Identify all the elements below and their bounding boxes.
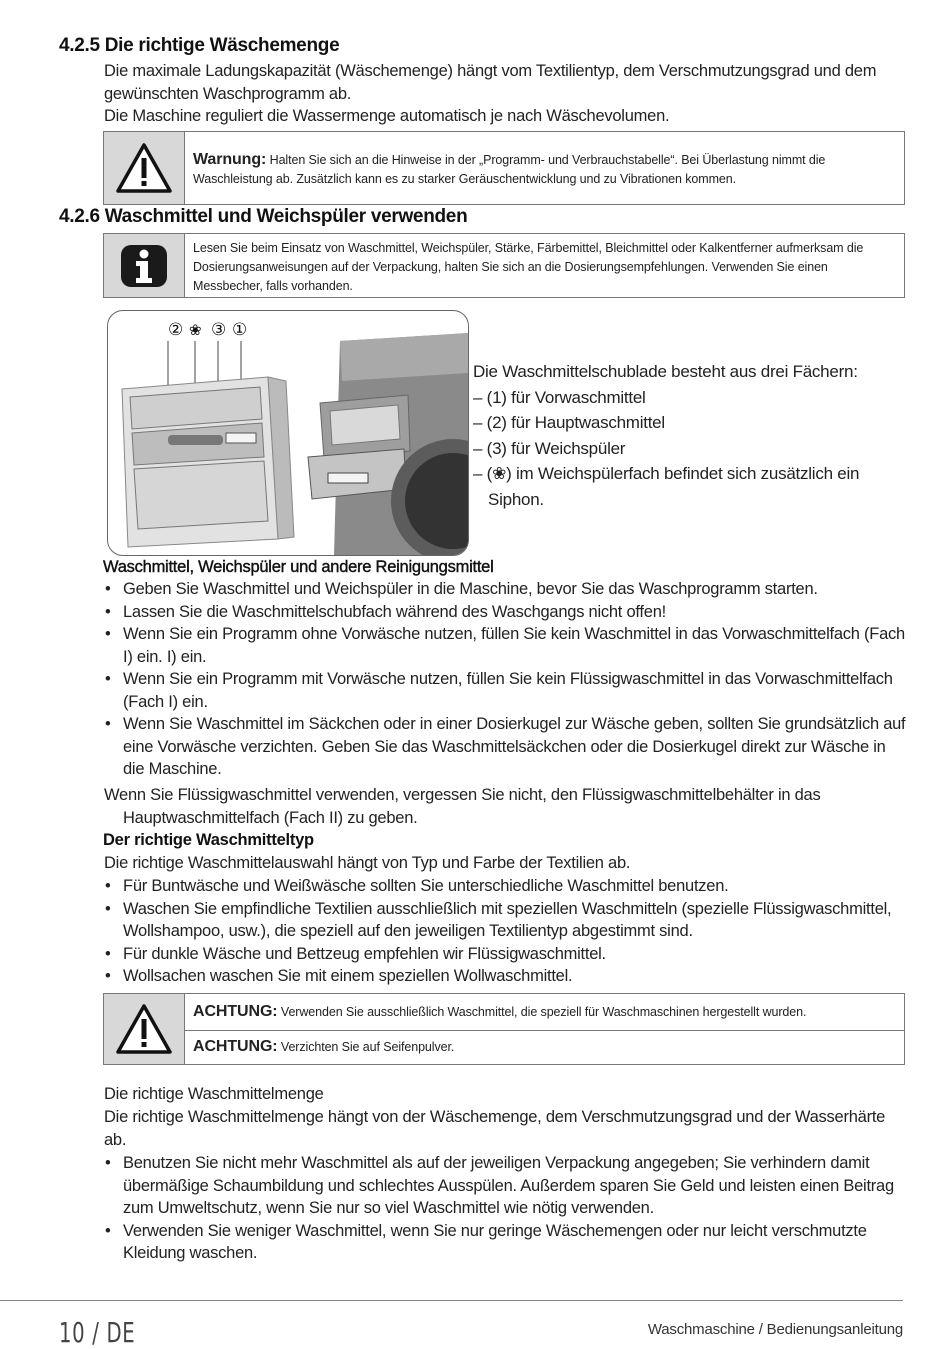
info-text: Lesen Sie beim Einsatz von Waschmittel, Weichspüler, Stärke, Färbemittel, Bleichmittel oder Kalkentferner aufmerksam die Dosierungsanweisungen auf der Verpackung, halten Sie sich an die Dosierungsempfehlungen. Verwenden Sie einen Messbecher, falls vorhanden. (193, 241, 864, 293)
drawer-item-siphon: – (❀) im Weichspülerfach befindet sich zusätzlich ein (473, 464, 860, 483)
detergents-heading: Waschmittel, Weichspüler und andere Reinigungsmittel (103, 558, 494, 576)
list-item: • Wollsachen waschen Sie mit einem speziellen Wollwaschmittel. (104, 965, 909, 988)
type-intro: Die richtige Waschmittelauswahl hängt von Typ und Farbe der Textilien ab. (104, 854, 631, 872)
amount-intro: Die richtige Waschmittelmenge hängt von der Wäschemenge, dem Verschmutzungsgrad und der Wasserhärte ab. (104, 1108, 886, 1149)
warning-label: Warnung: (193, 151, 267, 168)
info-box (103, 233, 905, 298)
liquid-detergent-note: Wenn Sie Flüssigwaschmittel verwenden, vergessen Sie nicht, den Flüssigwaschmittelbehälter in das Hauptwaschmittelfach (Fach II) zu geben. (104, 786, 821, 827)
caution-box (103, 993, 905, 1065)
paragraph-load-capacity: Die maximale Ladungskapazität (Wäschemenge) hängt vom Textilientyp, dem Verschmutzungsgrad und dem gewünschten Waschprogramm ab. (104, 62, 877, 103)
amount-list (104, 1152, 894, 1265)
list-item: • Waschen Sie empfindliche Textilien ausschließlich mit speziellen Waschmitteln (spezielle Flüssigwaschmittel, Wollshampoo, usw.), die speziell auf den jeweiligen Textilientyp abgestimmt sind. (104, 898, 909, 943)
mark-compartment-2: ② (168, 320, 184, 340)
warning-text: Halten Sie sich an die Hinweise in der „Programm- und Verbrauchstabelle“. Bei Überlastung nimmt die Waschleistung ab. Zusätzlich kann es zu starker Geräuschentwicklung und zu Vibrationen kommen. (193, 153, 826, 186)
drawer-description (473, 359, 893, 512)
caution-label-1: ACHTUNG: (193, 1003, 278, 1020)
list-item: • Für dunkle Wäsche und Bettzeug empfehlen wir Flüssigwaschmittel. (104, 943, 909, 966)
drawer-item-3: – (3) für Weichspüler (473, 438, 626, 458)
section-title-4-2-6: 4.2.6 Waschmittel und Weichspüler verwenden (59, 206, 468, 227)
drawer-item-siphon-cont: Siphon. (488, 489, 544, 509)
caution-label-2: ACHTUNG: (193, 1037, 278, 1055)
list-item: • Wenn Sie ein Programm mit Vorwäsche nutzen, füllen Sie kein Flüssigwaschmittel in das Vorwaschmittelfach (Fach I) ein. (104, 668, 909, 713)
drawer-intro: Die Waschmittelschublade besteht aus drei Fächern: (473, 362, 858, 381)
drawer-item-2: – (2) für Hauptwaschmittel (473, 413, 665, 432)
warning-box (103, 131, 905, 205)
drawer-body (122, 377, 294, 547)
detergents-list (104, 578, 909, 781)
paragraph-water-regulation: Die Maschine reguliert die Wassermenge automatisch je nach Wäschevolumen. (104, 107, 670, 125)
list-item: • Geben Sie Waschmittel und Weichspüler in die Maschine, bevor Sie das Waschprogramm starten. (104, 578, 909, 601)
warning-content (185, 132, 904, 204)
drawer-item-1: – (1) für Vorwaschmittel (473, 387, 646, 407)
type-list (104, 875, 909, 988)
warning-icon (104, 132, 185, 204)
list-item: • Verwenden Sie weniger Waschmittel, wenn Sie nur geringe Wäschemengen oder nur leicht verschmutzte Kleidung waschen. (104, 1220, 894, 1265)
washing-machine-illustration (308, 333, 468, 555)
drawer-illustration (108, 311, 468, 555)
list-item: • Benutzen Sie nicht mehr Waschmittel als auf der jeweiligen Verpackung angegeben; Sie verhindern damit übermäßige Schaumbildung und schlechtes Ausspülen. Außerdem sparen Sie Geld und leisten einen Beitrag zum Umweltschutz, wenn Sie nur so viel Waschmittel wie nötig verwenden. (104, 1152, 894, 1220)
caution-text-2: Verzichten Sie auf Seifenpulver. (280, 1039, 455, 1054)
info-icon (104, 234, 185, 297)
type-heading: Der richtige Waschmitteltyp (103, 831, 314, 849)
caution-row-1 (185, 994, 904, 1031)
document-title: Waschmaschine / Bedienungsanleitung (647, 1321, 903, 1338)
page-number: 10 / DE (59, 1316, 136, 1349)
mark-siphon: ❀ (189, 321, 202, 339)
detergent-drawer-figure (107, 310, 469, 556)
caution-text-1: Verwenden Sie ausschließlich Waschmittel, die speziell für Waschmaschinen hergestellt wurden. (280, 1005, 807, 1019)
mark-compartment-1: ① (232, 320, 248, 340)
caution-row-2 (185, 1031, 904, 1065)
list-item: • Lassen Sie die Waschmittelschubfach während des Waschgangs nicht offen! (104, 601, 909, 624)
section-title-4-2-5: 4.2.5 Die richtige Wäschemenge (59, 35, 340, 56)
footer-divider (0, 1300, 903, 1301)
mark-compartment-3: ③ (211, 320, 227, 340)
list-item: • Für Buntwäsche und Weißwäsche sollten Sie unterschiedliche Waschmittel benutzen. (104, 875, 909, 898)
amount-heading: Die richtige Waschmittelmenge (104, 1085, 324, 1103)
list-item: • Wenn Sie ein Programm ohne Vorwäsche nutzen, füllen Sie kein Waschmittel in das Vorwaschmittelfach (Fach I) ein. I) ein. (104, 623, 909, 668)
list-item: • Wenn Sie Waschmittel im Säckchen oder in einer Dosierkugel zur Wäsche geben, sollten Sie grundsätzlich auf eine Vorwäsche verzichten. Geben Sie das Waschmittelsäckchen oder die Dosierkugel direkt zur Wäsche in die Maschine. (104, 713, 909, 781)
caution-icon (104, 994, 185, 1064)
